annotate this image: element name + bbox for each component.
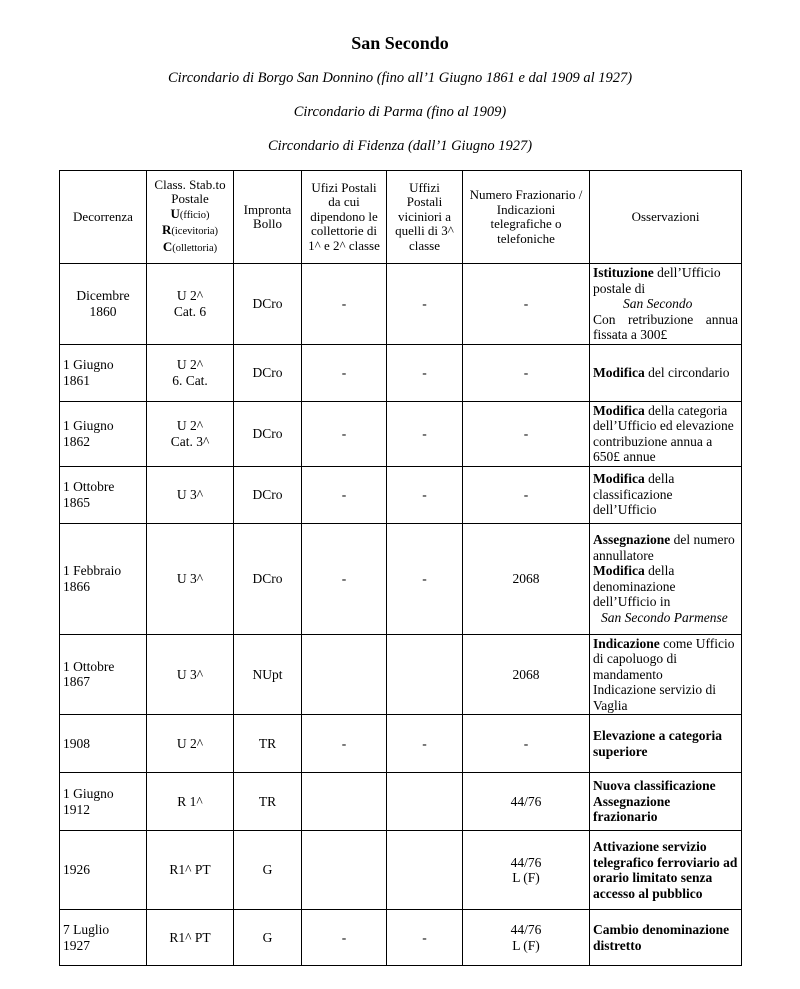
cell-decorrenza	[60, 773, 147, 831]
obs-text: della classificazione dell’Ufficio	[593, 471, 675, 518]
class-line1: U 2^	[176, 418, 204, 433]
cell-numero: -	[463, 344, 590, 401]
subtitle-parma: Circondario di Parma (fino al 1909)	[293, 104, 507, 120]
date-line2: 1912	[63, 801, 90, 817]
header-impronta-bollo: Impronta Bollo	[234, 171, 302, 264]
header-ufizi-postali: Ufizi Postali da cui dipendono le collettorie di 1^ e 2^ classe	[302, 171, 387, 264]
table-row	[60, 910, 742, 966]
numero-line1: 44/76	[510, 854, 542, 870]
date-line1: 7 Luglio	[63, 922, 110, 937]
obs-text: del circondario	[644, 364, 730, 380]
header-class-r: R	[161, 222, 172, 238]
table-row	[60, 401, 742, 466]
header-decorrenza: Decorrenza	[60, 171, 147, 264]
cell-decorrenza	[60, 401, 147, 466]
date-line2: 1927	[63, 937, 90, 953]
obs-bold-2: Modifica	[593, 563, 645, 578]
date-line2: 1860	[89, 303, 117, 319]
cell-uffizi	[387, 634, 463, 715]
cell-numero: 44/76	[463, 773, 590, 831]
date-line1: 1 Febbraio	[63, 563, 122, 578]
class-line1: U 2^	[176, 357, 204, 372]
obs-text: come Ufficio di capoluogo di mandamento	[593, 635, 735, 682]
obs-extra-2: fissata a 300£	[593, 327, 668, 342]
obs-text: del numero annullatore	[593, 532, 735, 563]
date-line1: 1 Ottobre	[63, 658, 115, 674]
cell-uffizi	[387, 773, 463, 831]
table-row	[60, 264, 742, 345]
cell-bollo: DCro	[234, 466, 302, 523]
page-title: San Secondo	[351, 33, 449, 53]
obs-bold: Cambio denominazione distretto	[593, 922, 730, 953]
cell-numero: -	[463, 715, 590, 773]
date-line2: 1867	[63, 674, 90, 690]
cell-decorrenza	[60, 264, 147, 345]
numero-line2: L (F)	[512, 870, 540, 885]
cell-decorrenza	[60, 634, 147, 715]
class-line2: Cat. 6	[173, 303, 207, 319]
obs-bold: Istituzione	[593, 265, 654, 280]
cell-bollo: G	[234, 831, 302, 910]
cell-bollo: DCro	[234, 401, 302, 466]
cell-uffizi: -	[387, 466, 463, 523]
header-class-line2: Postale	[171, 191, 209, 207]
cell-osservazioni	[590, 634, 742, 715]
table-row	[60, 831, 742, 910]
table-row	[60, 344, 742, 401]
cell-bollo: TR	[234, 715, 302, 773]
cell-class: R 1^	[147, 773, 234, 831]
cell-osservazioni	[590, 344, 742, 401]
cell-osservazioni	[590, 264, 742, 345]
cell-uffizi: -	[387, 715, 463, 773]
cell-ufizi	[302, 773, 387, 831]
numero-line2: L (F)	[512, 937, 540, 953]
cell-numero	[463, 831, 590, 910]
date-line1: 1 Giugno	[63, 357, 114, 372]
date-line2: 1866	[63, 578, 90, 594]
obs-text: dell’Ufficio postale di	[593, 265, 721, 296]
header-uffizi-viciniori: Uffizi Postali viciniori a quelli di 3^ classe	[387, 171, 463, 264]
subtitle-fidenza: Circondario di Fidenza (dall’1 Giugno 1927)	[267, 138, 533, 154]
date-line2: 1861	[63, 372, 90, 388]
cell-decorrenza: 1908	[60, 715, 147, 773]
obs-bold: Nuova classificazione Assegnazione frazionario	[593, 778, 716, 825]
cell-bollo: G	[234, 910, 302, 966]
cell-class: U 3^	[147, 466, 234, 523]
table-row	[60, 523, 742, 634]
cell-decorrenza	[60, 910, 147, 966]
cell-ufizi: -	[302, 264, 387, 345]
header-class-u-small: (fficio)	[179, 209, 210, 221]
cell-osservazioni	[590, 401, 742, 466]
header-numero-frazionario: Numero Frazionario / Indicazioni telegrafiche o telefoniche	[463, 171, 590, 264]
cell-uffizi: -	[387, 264, 463, 345]
cell-class: U 3^	[147, 523, 234, 634]
cell-ufizi: -	[302, 715, 387, 773]
obs-extra-1: Con retribuzione annua	[593, 311, 738, 327]
cell-decorrenza: 1926	[60, 831, 147, 910]
cell-ufizi: -	[302, 344, 387, 401]
postal-history-table	[59, 170, 742, 966]
cell-decorrenza	[60, 344, 147, 401]
cell-bollo: DCro	[234, 523, 302, 634]
cell-class: U 2^	[147, 715, 234, 773]
date-line1: 1 Giugno	[63, 418, 114, 433]
date-line1: 1 Giugno	[63, 786, 114, 801]
cell-decorrenza	[60, 466, 147, 523]
cell-ufizi: -	[302, 401, 387, 466]
cell-class	[147, 401, 234, 466]
table-row	[60, 634, 742, 715]
cell-ufizi	[302, 831, 387, 910]
cell-ufizi: -	[302, 466, 387, 523]
cell-uffizi: -	[387, 344, 463, 401]
cell-ufizi: -	[302, 523, 387, 634]
obs-bold: Elevazione a categoria superiore	[593, 728, 722, 759]
date-line2: 1865	[63, 494, 90, 510]
cell-class	[147, 344, 234, 401]
cell-osservazioni	[590, 831, 742, 910]
numero-line1: 44/76	[510, 922, 542, 937]
cell-uffizi: -	[387, 523, 463, 634]
obs-text-2: della denominazione dell’Ufficio in	[593, 563, 676, 609]
cell-bollo: DCro	[234, 344, 302, 401]
cell-numero: -	[463, 401, 590, 466]
header-row	[60, 171, 742, 264]
cell-osservazioni	[590, 523, 742, 634]
cell-numero	[463, 910, 590, 966]
table-row	[60, 466, 742, 523]
obs-text: della categoria dell’Ufficio ed elevazione contribuzione annua a 650£ annue	[593, 402, 734, 464]
cell-numero: -	[463, 466, 590, 523]
date-line1: Dicembre	[76, 288, 130, 304]
cell-bollo: NUpt	[234, 634, 302, 715]
header-class-c: C	[162, 238, 173, 254]
cell-numero: 2068	[463, 523, 590, 634]
table-row	[60, 715, 742, 773]
cell-osservazioni	[590, 773, 742, 831]
cell-numero: -	[463, 264, 590, 345]
obs-italic: San Secondo Parmense	[601, 609, 728, 625]
class-line2: 6. Cat.	[172, 372, 208, 388]
header-osservazioni: Osservazioni	[590, 171, 742, 264]
obs-italic: San Secondo	[623, 296, 693, 311]
cell-class: R1^ PT	[147, 831, 234, 910]
cell-class: R1^ PT	[147, 910, 234, 966]
cell-ufizi: -	[302, 910, 387, 966]
cell-osservazioni	[590, 910, 742, 966]
class-line2: Cat. 3^	[170, 433, 210, 449]
header-class-u: U	[170, 205, 180, 221]
cell-decorrenza	[60, 523, 147, 634]
obs-bold: Modifica	[593, 364, 645, 380]
cell-osservazioni	[590, 715, 742, 773]
cell-uffizi	[387, 831, 463, 910]
cell-osservazioni	[590, 466, 742, 523]
obs-bold: Modifica	[593, 471, 645, 487]
cell-class	[147, 264, 234, 345]
cell-numero: 2068	[463, 634, 590, 715]
obs-extra-1: Indicazione servizio di Vaglia	[593, 682, 716, 713]
table-row	[60, 773, 742, 831]
header-class-stab	[147, 171, 234, 264]
obs-bold: Attivazione servizio telegrafico ferroviario ad orario limitato senza accesso al pubblico	[593, 839, 738, 901]
date-line2: 1862	[63, 433, 90, 449]
class-line1: U 2^	[176, 288, 204, 304]
date-line1: 1 Ottobre	[63, 479, 115, 494]
header-class-c-small: (ollettoria)	[172, 242, 218, 254]
cell-class: U 3^	[147, 634, 234, 715]
cell-bollo: TR	[234, 773, 302, 831]
cell-ufizi	[302, 634, 387, 715]
subtitle-borgo-san-donnino: Circondario di Borgo San Donnino (fino all’1 Giugno 1861 e dal 1909 al 1927)	[167, 70, 633, 86]
cell-bollo: DCro	[234, 264, 302, 345]
obs-bold: Assegnazione	[593, 532, 671, 547]
header-class-r-small: (icevitoria)	[171, 226, 219, 238]
header-class-line1: Class. Stab.to	[154, 176, 226, 192]
obs-bold: Indicazione	[593, 635, 660, 651]
cell-uffizi: -	[387, 910, 463, 966]
cell-uffizi: -	[387, 401, 463, 466]
obs-bold: Modifica	[593, 402, 645, 418]
